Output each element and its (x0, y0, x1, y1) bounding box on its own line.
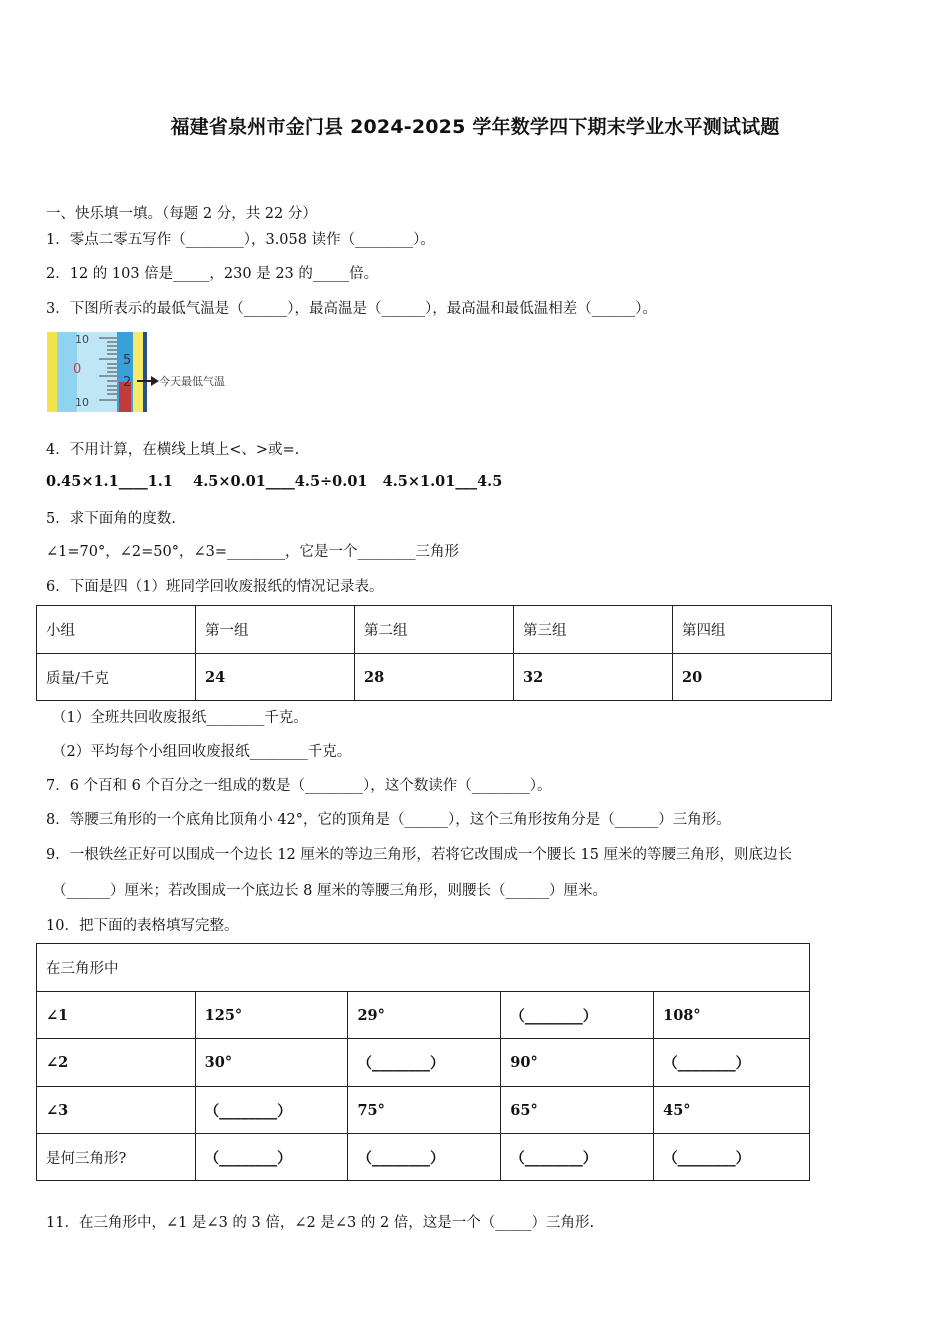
question-5: 5．求下面角的度数. (46, 511, 176, 527)
question-3: 3．下图所表示的最低气温是（______），最高温是（______），最高温和最低温相差（______）。 (46, 301, 657, 317)
table-caption: 在三角形中 (37, 944, 810, 992)
thermo-top-label: 10 (75, 333, 89, 346)
section-heading: 一、快乐填一填。（每题 2 分，共 22 分） (46, 206, 317, 222)
question-6-part-1: （1）全班共回收废报纸________千克。 (52, 710, 308, 726)
table-row (37, 944, 810, 992)
thermo-zero: 0 (73, 362, 82, 377)
question-9-line-2: （______）厘米；若改围成一个底边长 8 厘米的等腰三角形，则腰长（______）厘米。 (52, 883, 607, 899)
table-cell: 28 (354, 654, 513, 701)
question-4-items: 0.45×1.1____1.1 4.5×0.01____4.5÷0.01 4.5×1.01___4.5 (46, 473, 503, 490)
table-cell: 75° (348, 1087, 501, 1134)
table-cell: 小组 (37, 606, 196, 654)
table-row (37, 1039, 810, 1087)
thermo-mark-5: 5 (123, 353, 132, 368)
question-8: 8．等腰三角形的一个底角比顶角小 42°，它的顶角是（______），这个三角形按角分是（______）三角形。 (46, 812, 731, 828)
table-cell: 第一组 (195, 606, 354, 654)
table-cell: 32 (513, 654, 672, 701)
table-cell: 是何三角形? (37, 1134, 196, 1181)
arrow-icon (151, 376, 159, 386)
table-cell: （________） (654, 1039, 810, 1087)
question-11: 11．在三角形中，∠1 是∠3 的 3 倍，∠2 是∠3 的 2 倍，这是一个（_____）三角形. (46, 1215, 595, 1231)
page-title: 福建省泉州市金门县 2024-2025 学年数学四下期末学业水平测试试题 (170, 116, 780, 138)
thermometer-figure (47, 332, 237, 412)
table-cell: （________） (348, 1039, 501, 1087)
table-cell: 45° (654, 1087, 810, 1134)
table-cell: ∠3 (37, 1087, 196, 1134)
table-cell: （________） (195, 1134, 348, 1181)
thermo-bottom-label: 10 (75, 396, 89, 409)
question-5-items: ∠1=70°，∠2=50°，∠3=________，它是一个________三角形 (46, 544, 459, 560)
thermo-arrow-text: 今天最低气温 (159, 375, 225, 388)
table-cell: （________） (501, 992, 654, 1039)
table-row (37, 1087, 810, 1134)
table-cell: 第二组 (354, 606, 513, 654)
question-6: 6．下面是四（1）班同学回收废报纸的情况记录表。 (46, 579, 384, 595)
table-cell: 65° (501, 1087, 654, 1134)
table-row (37, 992, 810, 1039)
table-cell: ∠1 (37, 992, 196, 1039)
question-1: 1．零点二零五写作（________），3.058 读作（________）。 (46, 232, 435, 248)
table-row (37, 654, 832, 701)
question-4: 4．不用计算，在横线上填上<、>或=. (46, 442, 300, 458)
table-cell: 29° (348, 992, 501, 1039)
table-cell: 24 (195, 654, 354, 701)
thermo-mark-2: 2 (123, 375, 132, 390)
table-cell: 30° (195, 1039, 348, 1087)
table-cell: 125° (195, 992, 348, 1039)
table-cell: （________） (654, 1134, 810, 1181)
table-row (37, 606, 832, 654)
question-2: 2．12 的 103 倍是_____，230 是 23 的_____倍。 (46, 266, 379, 282)
table-cell: 质量/千克 (37, 654, 196, 701)
question-6-part-2: （2）平均每个小组回收废报纸________千克。 (52, 744, 352, 760)
table-cell: 90° (501, 1039, 654, 1087)
table-cell: 第三组 (513, 606, 672, 654)
table-cell: （________） (195, 1087, 348, 1134)
table-cell: （________） (348, 1134, 501, 1181)
table-cell: （________） (501, 1134, 654, 1181)
table-cell: 20 (672, 654, 831, 701)
question-10: 10．把下面的表格填写完整。 (46, 918, 239, 934)
question-7: 7．6 个百和 6 个百分之一组成的数是（________），这个数读作（________）。 (46, 778, 552, 794)
table-cell: ∠2 (37, 1039, 196, 1087)
table-cell: 108° (654, 992, 810, 1039)
table-cell: 第四组 (672, 606, 831, 654)
question-9-line-1: 9．一根铁丝正好可以围成一个边长 12 厘米的等边三角形，若将它改围成一个腰长 15 厘米的等腰三角形，则底边长 (46, 847, 793, 863)
recycling-table (36, 605, 832, 701)
triangle-table (36, 943, 810, 1181)
table-row (37, 1134, 810, 1181)
